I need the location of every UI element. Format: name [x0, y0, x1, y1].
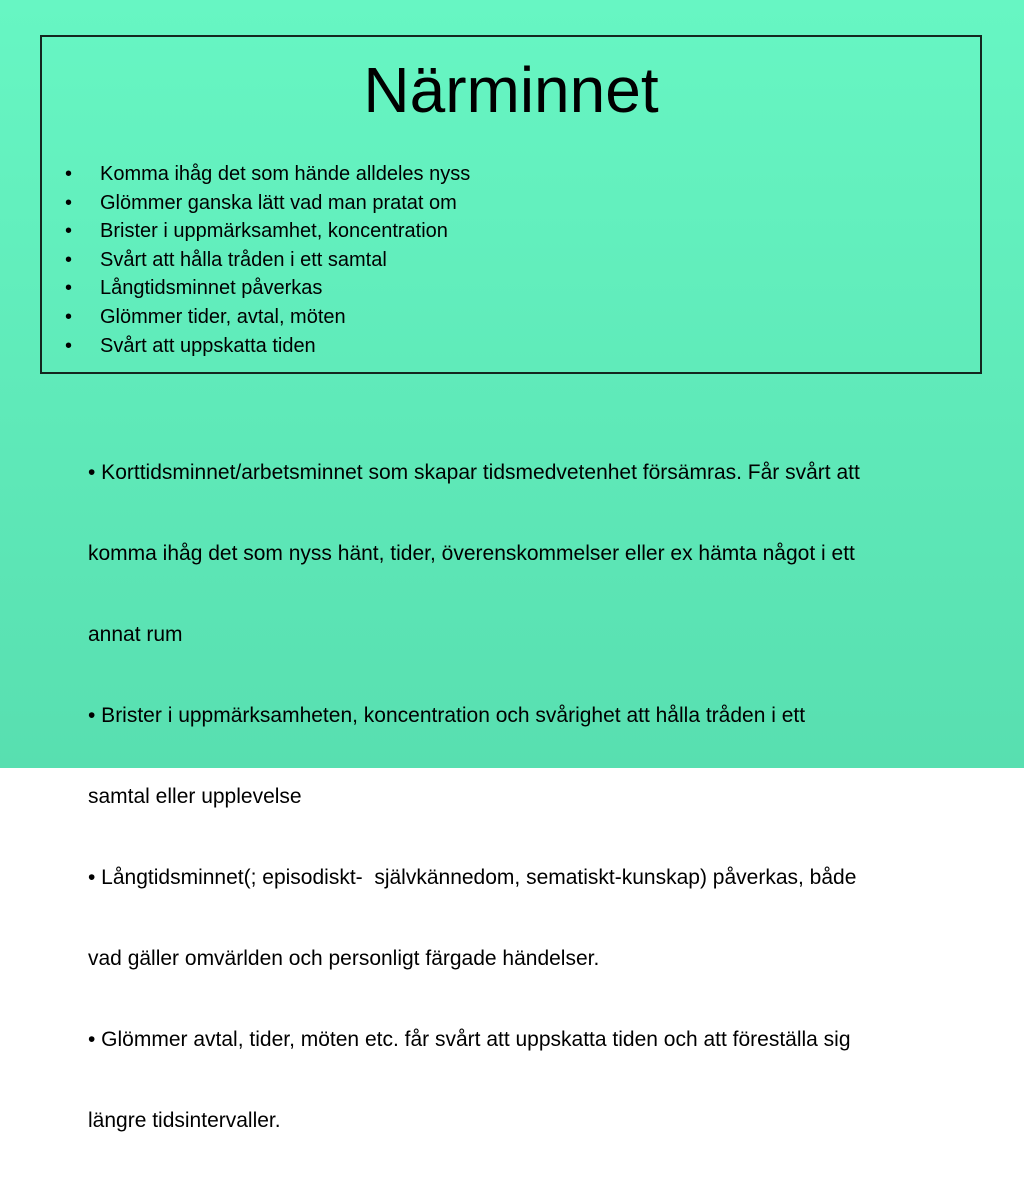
bullet-icon: • — [65, 305, 73, 328]
list-item — [65, 332, 470, 361]
list-item — [65, 274, 470, 303]
bullet-icon: • — [65, 277, 73, 300]
list-item-text: Komma ihåg det som hände alldeles nyss — [100, 163, 471, 185]
bullet-list — [65, 160, 470, 360]
body-line: längre tidsintervaller. — [88, 1109, 281, 1132]
body-line: • Glömmer avtal, tider, möten etc. får svårt att uppskatta tiden och att föreställa sig — [88, 1028, 851, 1051]
list-item-text: Svårt att uppskatta tiden — [100, 334, 316, 357]
list-item-text: Svårt att hålla tråden i ett samtal — [100, 248, 387, 271]
body-line: • Brister i uppmärksamheten, koncentration och svårighet att hålla tråden i ett — [88, 704, 806, 727]
body-line: samtal eller upplevelse — [88, 785, 302, 808]
list-item — [65, 160, 470, 189]
bullet-icon: • — [65, 334, 73, 357]
body-line: komma ihåg det som nyss hänt, tider, överenskommelser eller ex hämta något i ett — [88, 542, 855, 565]
list-item-text: Glömmer tider, avtal, möten — [100, 305, 346, 328]
list-item — [65, 217, 470, 246]
list-item-text: Glömmer ganska lätt vad man pratat om — [100, 191, 457, 214]
bullet-icon: • — [65, 220, 73, 243]
list-item — [65, 189, 470, 218]
body-line: • Långtidsminnet(; episodiskt- självkännedom, sematiskt-kunskap) påverkas, både — [88, 866, 857, 889]
list-item — [65, 246, 470, 275]
slide-title: Närminnet — [363, 54, 659, 126]
list-item-text: Brister i uppmärksamhet, koncentration — [100, 220, 448, 243]
bullet-icon: • — [65, 191, 73, 214]
body-line: vad gäller omvärlden och personligt färgade händelser. — [88, 947, 600, 970]
list-item — [65, 303, 470, 332]
body-text-block — [88, 405, 860, 1188]
body-line: • Korttidsminnet/arbetsminnet som skapar tidsmedvetenhet försämras. Får svårt att — [88, 461, 860, 484]
body-line: annat rum — [88, 623, 183, 646]
bullet-icon: • — [65, 248, 73, 271]
bullet-icon: • — [65, 163, 73, 185]
list-item-text: Långtidsminnet påverkas — [100, 277, 323, 300]
